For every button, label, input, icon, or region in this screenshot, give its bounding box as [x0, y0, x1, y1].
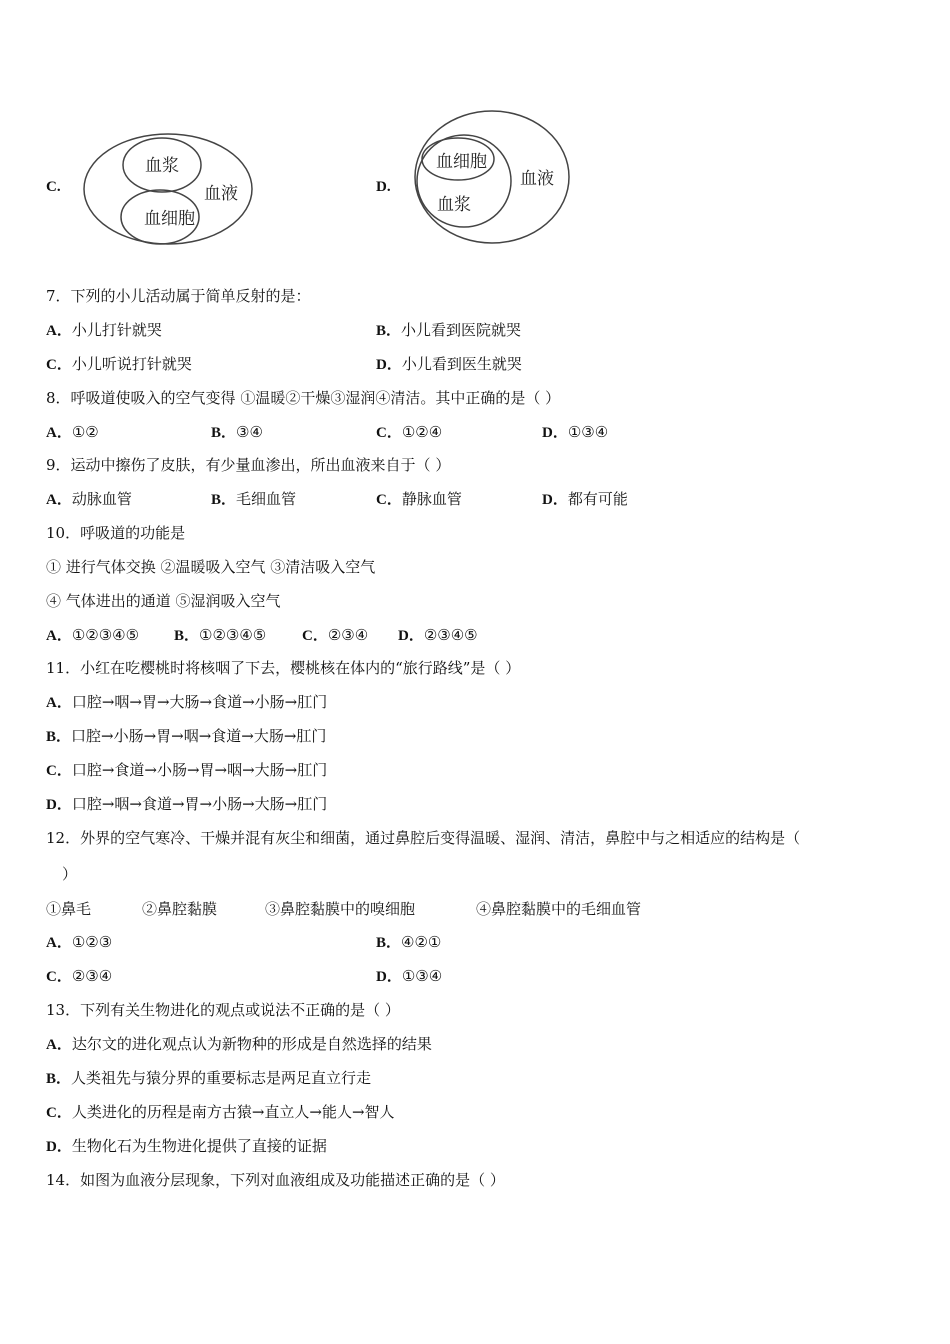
q10-option-d[interactable]: D．②③④⑤: [398, 626, 478, 644]
q7-option-d[interactable]: D．小儿看到医生就哭: [376, 355, 522, 373]
q12-item-3: ③鼻腔黏膜中的嗅细胞: [265, 900, 416, 918]
q9-option-c[interactable]: C．静脉血管: [376, 490, 462, 508]
q9-option-b[interactable]: B．毛细血管: [211, 490, 297, 508]
question-10-stem: 10．呼吸道的功能是: [46, 524, 186, 542]
question-11-stem: 11．小红在吃樱桃时将核咽了下去，樱桃核在体内的“旅行路线”是（ ）: [46, 659, 521, 677]
label-blood: 血液: [520, 169, 554, 189]
label-plasma: 血浆: [437, 195, 471, 215]
q13-option-a[interactable]: A．达尔文的进化观点认为新物种的形成是自然选择的结果: [46, 1035, 432, 1053]
q11-option-b[interactable]: B．口腔→小肠→胃→咽→食道→大肠→肛门: [46, 727, 327, 745]
q13-option-b[interactable]: B．人类祖先与猿分界的重要标志是两足直立行走: [46, 1069, 372, 1087]
question-12-stem-end: ）: [62, 865, 78, 883]
q10-items-line-2: ④ 气体进出的通道 ⑤湿润吸入空气: [46, 592, 281, 610]
q11-option-a[interactable]: A．口腔→咽→胃→大肠→食道→小肠→肛门: [46, 693, 328, 711]
option-label-d-diagram: D.: [376, 179, 391, 195]
q8-option-d[interactable]: D．①③④: [542, 423, 609, 441]
question-13-stem: 13．下列有关生物进化的观点或说法不正确的是（ ）: [46, 1001, 400, 1019]
q12-option-a[interactable]: A．①②③: [46, 933, 113, 951]
q10-items-line-1: ① 进行气体交换 ②温暖吸入空气 ③清洁吸入空气: [46, 558, 376, 576]
q9-option-a[interactable]: A．动脉血管: [46, 490, 132, 508]
q12-item-2: ②鼻腔黏膜: [142, 900, 218, 918]
question-9-stem: 9．运动中擦伤了皮肤，有少量血渗出，所出血液来自于（ ）: [46, 456, 451, 474]
label-blood-cells: 血细胞: [436, 152, 487, 172]
venn-diagram-d: [410, 107, 575, 249]
q11-option-c[interactable]: C．口腔→食道→小肠→胃→咽→大肠→肛门: [46, 761, 328, 779]
label-blood-cells: 血细胞: [144, 209, 195, 229]
q12-option-d[interactable]: D．①③④: [376, 967, 443, 985]
question-14-stem: 14．如图为血液分层现象，下列对血液组成及功能描述正确的是（ ）: [46, 1171, 505, 1189]
q13-option-d[interactable]: D．生物化石为生物进化提供了直接的证据: [46, 1137, 327, 1155]
option-label-c-diagram: C.: [46, 179, 61, 195]
question-12-stem: 12．外界的空气寒冷、干燥并混有灰尘和细菌，通过鼻腔后变得温暖、湿润、清洁，鼻腔中与之相适应的结构是（: [46, 829, 801, 847]
q10-option-c[interactable]: C．②③④: [302, 626, 369, 644]
q7-option-c[interactable]: C．小儿听说打针就哭: [46, 355, 192, 373]
question-8-stem: 8．呼吸道使吸入的空气变得 ①温暖②干燥③湿润④清洁。其中正确的是（ ）: [46, 389, 561, 407]
question-7-stem: 7．下列的小儿活动属于简单反射的是：: [46, 287, 311, 305]
q12-option-c[interactable]: C．②③④: [46, 967, 113, 985]
q12-item-4: ④鼻腔黏膜中的毛细血管: [476, 900, 642, 918]
q9-option-d[interactable]: D．都有可能: [542, 490, 628, 508]
q10-option-a[interactable]: A．①②③④⑤: [46, 626, 140, 644]
venn-diagram-c: [80, 128, 260, 253]
label-blood: 血液: [204, 184, 238, 204]
q11-option-d[interactable]: D．口腔→咽→食道→胃→小肠→大肠→肛门: [46, 795, 328, 813]
label-plasma: 血浆: [145, 156, 179, 176]
q8-option-b[interactable]: B．③④: [211, 423, 263, 441]
q13-option-c[interactable]: C．人类进化的历程是南方古猿→直立人→能人→智人: [46, 1103, 395, 1121]
q12-option-b[interactable]: B．④②①: [376, 933, 442, 951]
q8-option-a[interactable]: A．①②: [46, 423, 99, 441]
q7-option-b[interactable]: B．小儿看到医院就哭: [376, 321, 522, 339]
q10-option-b[interactable]: B．①②③④⑤: [174, 626, 267, 644]
q7-option-a[interactable]: A．小儿打针就哭: [46, 321, 162, 339]
q8-option-c[interactable]: C．①②④: [376, 423, 443, 441]
q12-item-1: ①鼻毛: [46, 900, 92, 918]
